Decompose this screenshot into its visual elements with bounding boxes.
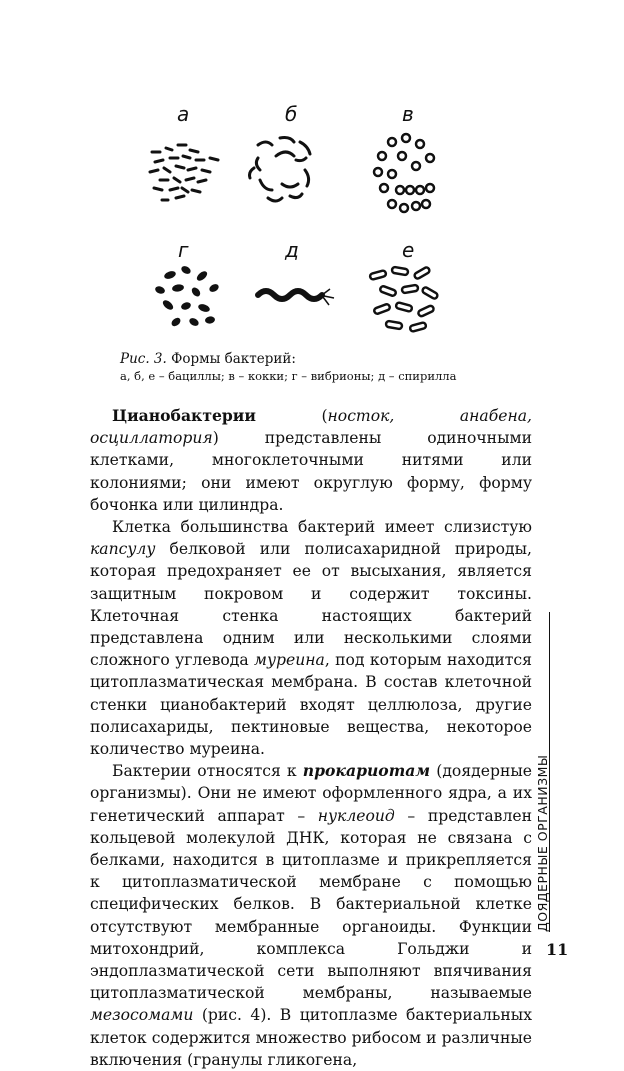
term-prokaryotes: прокариотам <box>302 761 431 781</box>
text-span: ) <box>212 429 219 448</box>
bacilli-drawing-e <box>369 266 438 332</box>
text-span: представлены одиночными клетками, многоклеточными нитями или колониями; они имеют округлую форму, форму бочонка или цилиндра. <box>90 429 532 514</box>
text-span: белковой или полисахаридной природы, которая предохраняет ее от высыхания, является защитным покровом и содержит токсины. Клеточная стенка настоящих бактерий представлена одним или несколькими слоями сложного углевода <box>90 540 532 670</box>
paragraph-2 <box>90 516 532 760</box>
text-span: Клетка большинства бактерий имеет слизистую <box>112 518 532 537</box>
page-number: 11 <box>546 940 569 959</box>
caption-title: Формы бактерий: <box>171 351 296 367</box>
spirillum-drawing <box>258 289 334 305</box>
figure-label-v: в <box>402 102 414 126</box>
vibrios-drawing <box>154 264 220 327</box>
figure-label-g: г <box>178 238 189 262</box>
figure-caption <box>120 351 520 385</box>
term-mesosomes: мезосомами <box>90 1006 194 1025</box>
paragraph-3 <box>90 760 532 1071</box>
term-capsule: капсулу <box>90 540 156 559</box>
section-side-title: ДОЯДЕРНЫЕ ОРГАНИЗМЫ <box>535 754 550 932</box>
caption-legend: а, б, е – бациллы; в – кокки; г – вибрионы; д – спирилла <box>120 369 457 383</box>
paragraph-1 <box>90 405 532 516</box>
figure-label-a: а <box>177 102 190 126</box>
text-span: – представлен кольцевой молекулой ДНК, которая не связана с белками, находится в цитоплазме и прикрепляется к цитоплазматической мембране с помощью специфических белков. В бактериальной клетке отсутствуют мембранные органоиды. Функции митохондрий, комплекса Гольджи и эндоплазматической сети выполняют впячивания цитоплазматической мембраны, называемые <box>90 806 532 1003</box>
term-cyanobacteria: Цианобактерии <box>112 406 256 425</box>
text-span: (рис. 4). В цитоплазме бактериальных клеток содержится множество рибосом и различные включения (гранулы гликогена, <box>90 1006 532 1069</box>
caption-prefix: Рис. 3. <box>120 351 167 367</box>
bacilli-drawing-b <box>250 138 311 202</box>
text-span: , под которым находится цитоплазматическая мембрана. В состав клеточной стенки цианобактерий входят целлюлоза, другие полисахариды, пектиновые вещества, некоторое количество муреина. <box>90 651 533 759</box>
text-span: (доядерные организмы). Они не имеют оформленного ядра, а их генетический аппарат – <box>90 762 533 825</box>
bacilli-drawing-a <box>150 145 218 200</box>
text-span: ( <box>255 407 328 425</box>
cyanobacteria-examples: носток, анабена, осциллатория <box>90 407 532 448</box>
figure-label-e: е <box>402 238 415 262</box>
cocci-drawing <box>374 134 434 212</box>
figure-label-b: б <box>285 102 298 126</box>
text-span: Бактерии относятся к <box>112 762 303 781</box>
body-text <box>90 405 532 1071</box>
term-nucleoid: нуклеоид <box>317 806 395 825</box>
term-murein: муреина <box>254 651 325 670</box>
bacteria-drawings <box>130 100 450 350</box>
figure-label-d: д <box>285 238 299 262</box>
bacteria-figure <box>130 100 450 350</box>
